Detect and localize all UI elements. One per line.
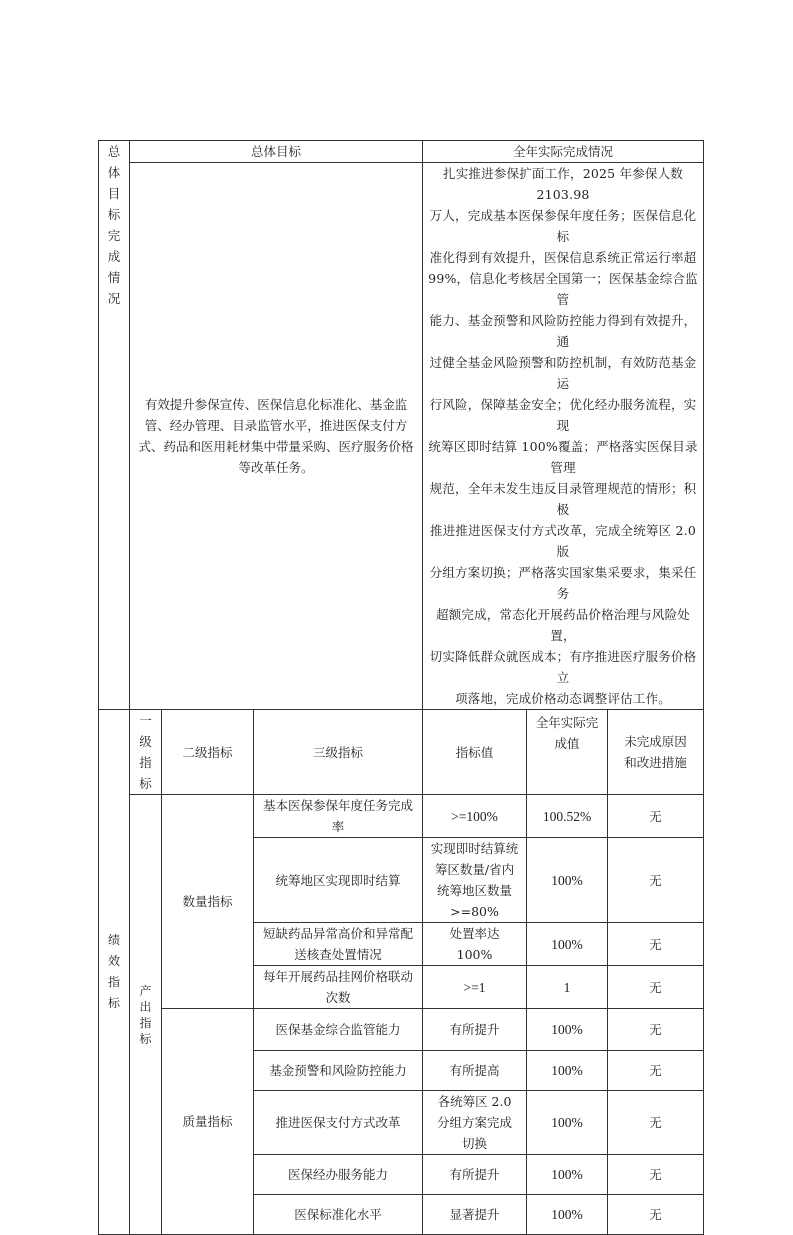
goal-header: 总体目标 [130, 141, 423, 163]
actual-cell: 100.52% [527, 795, 608, 838]
label-char: 况 [107, 291, 121, 306]
level3-cell: 医保标准化水平 [254, 1195, 423, 1235]
actual-line: 项落地，完成价格动态调整评估工作。 [455, 691, 671, 706]
actual-cell: 100% [527, 1155, 608, 1195]
target-cell: >=100% [423, 795, 527, 838]
level3-cell: 基金预警和风险防控能力 [254, 1051, 423, 1091]
performance-section-label [99, 710, 130, 1235]
actual-line: 推进推进医保支付方式改革，完成全统筹区 2.0 版 [430, 523, 696, 559]
actual-line: 过健全基金风险预警和防控机制，有效防范基金运 [429, 355, 697, 391]
label-char: 指 [107, 975, 120, 989]
reason-cell: 无 [608, 1155, 704, 1195]
target-cell: 实现即时结算统筹区数量/省内统筹地区数量>=80% [423, 838, 527, 923]
label-char: 标 [139, 1031, 152, 1046]
label-char: 产 [139, 983, 152, 998]
label-char: 一 [139, 713, 152, 728]
actual-line: 万人，完成基本医保参保年度任务；医保信息化标 [429, 208, 697, 244]
label-char: 绩 [107, 933, 120, 947]
goal-text: 有效提升参保宣传、医保信息化标准化、基金监管、经办管理、目录监管水平，推进医保支付方式、药品和医用耗材集中带量采购、医疗服务价格等改革任务。 [130, 163, 423, 710]
label-char: 指 [139, 755, 152, 770]
actual-line: 能力、基金预警和风险防控能力得到有效提升，通 [429, 313, 697, 349]
header-level2: 二级指标 [162, 710, 254, 795]
actual-cell: 100% [527, 1051, 608, 1091]
target-cell: 各统筹区 2.0 分组方案完成切换 [423, 1091, 527, 1155]
header-actual: 全年实际完成值 [527, 710, 608, 795]
label-char: 标 [139, 776, 152, 791]
actual-line: 规范，全年未发生违反目录管理规范的情形；积极 [429, 481, 697, 517]
label-char: 完 [107, 228, 121, 243]
reason-cell: 无 [608, 1009, 704, 1051]
header-level1 [130, 710, 162, 795]
target-cell: >=1 [423, 966, 527, 1009]
reason-cell: 无 [608, 923, 704, 966]
level3-cell: 统筹地区实现即时结算 [254, 838, 423, 923]
level1-output-label [130, 795, 162, 1235]
header-reason: 未完成原因和改进措施 [608, 710, 704, 795]
label-char: 成 [107, 249, 121, 264]
header-target: 指标值 [423, 710, 527, 795]
actual-header: 全年实际完成情况 [423, 141, 704, 163]
actual-cell: 100% [527, 1091, 608, 1155]
level3-cell: 每年开展药品挂网价格联动次数 [254, 966, 423, 1009]
level3-cell: 医保经办服务能力 [254, 1155, 423, 1195]
actual-cell: 100% [527, 923, 608, 966]
actual-line: 扎实推进参保扩面工作，2025 年参保人数 2103.98 [443, 166, 684, 202]
actual-cell: 100% [527, 1195, 608, 1235]
target-cell: 有所提高 [423, 1051, 527, 1091]
label-char: 指 [139, 1015, 152, 1030]
level3-cell: 医保基金综合监管能力 [254, 1009, 423, 1051]
actual-line: 99%，信息化考核居全国第一；医保基金综合监管 [428, 271, 698, 307]
reason-cell: 无 [608, 838, 704, 923]
performance-report-table [98, 140, 704, 1235]
level2-quantity: 数量指标 [162, 795, 254, 1009]
label-char: 目 [107, 186, 121, 201]
label-char: 级 [139, 734, 152, 749]
header-level3: 三级指标 [254, 710, 423, 795]
target-cell: 显著提升 [423, 1195, 527, 1235]
label-char: 总 [107, 144, 121, 159]
table-row [99, 1009, 704, 1051]
label-char: 标 [107, 207, 121, 222]
overall-section-label [99, 141, 130, 710]
level3-cell: 短缺药品异常高价和异常配送核查处置情况 [254, 923, 423, 966]
table-row [99, 795, 704, 838]
label-char: 标 [107, 996, 120, 1010]
level3-cell: 基本医保参保年度任务完成率 [254, 795, 423, 838]
reason-cell: 无 [608, 1051, 704, 1091]
actual-line: 准化得到有效提升，医保信息系统正常运行率超 [429, 250, 697, 265]
label-char: 效 [107, 954, 120, 968]
actual-line: 分组方案切换；严格落实国家集采要求，集采任务 [429, 565, 697, 601]
target-cell: 处置率达100% [423, 923, 527, 966]
actual-cell: 100% [527, 1009, 608, 1051]
reason-cell: 无 [608, 795, 704, 838]
label-char: 出 [139, 999, 152, 1014]
target-cell: 有所提升 [423, 1009, 527, 1051]
actual-line: 统筹区即时结算 100%覆盖；严格落实医保目录管理 [428, 439, 698, 475]
label-char: 体 [107, 165, 121, 180]
actual-line: 行风险，保障基金安全；优化经办服务流程，实现 [429, 397, 697, 433]
level3-cell: 推进医保支付方式改革 [254, 1091, 423, 1155]
reason-cell: 无 [608, 1195, 704, 1235]
reason-cell: 无 [608, 1091, 704, 1155]
actual-line: 切实降低群众就医成本；有序推进医疗服务价格立 [429, 649, 697, 685]
level2-quality: 质量指标 [162, 1009, 254, 1235]
actual-line: 超额完成，常态化开展药品价格治理与风险处置， [436, 607, 691, 643]
label-char: 情 [107, 270, 121, 285]
target-cell: 有所提升 [423, 1155, 527, 1195]
actual-text [423, 163, 704, 710]
actual-cell: 1 [527, 966, 608, 1009]
reason-cell: 无 [608, 966, 704, 1009]
actual-cell: 100% [527, 838, 608, 923]
